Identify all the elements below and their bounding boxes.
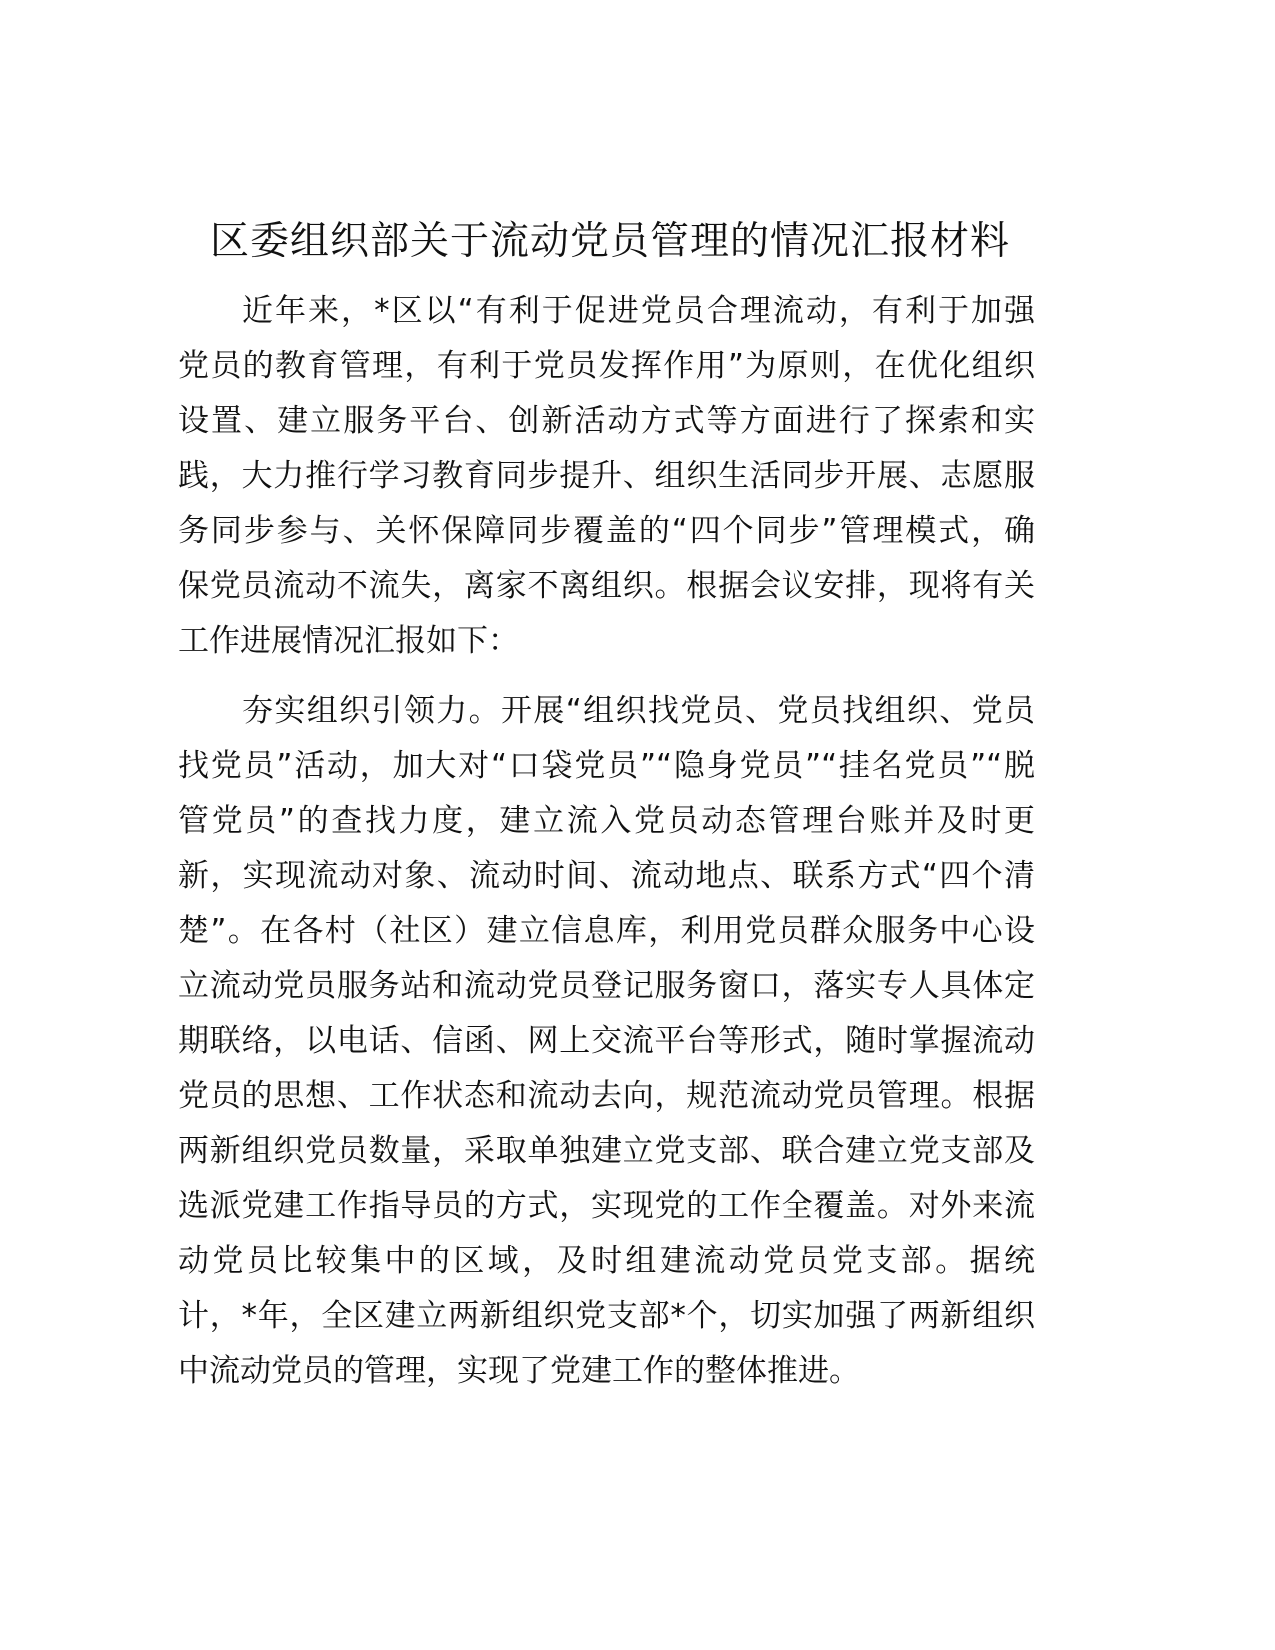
text-line: 选派党建工作指导员的方式，实现党的工作全覆盖。对外来流 <box>178 1188 1035 1224</box>
text-line: 管党员”的查找力度，建立流入党员动态管理台账并及时更 <box>178 803 1035 839</box>
text-line: 找党员”活动，加大对“口袋党员”“隐身党员”“挂名党员”“脱 <box>178 748 1035 784</box>
text-line: 立流动党员服务站和流动党员登记服务窗口，落实专人具体定 <box>178 968 1035 1004</box>
text-line: 中流动党员的管理，实现了党建工作的整体推进。 <box>178 1353 860 1389</box>
text-line: 动党员比较集中的区域，及时组建流动党员党支部。据统 <box>178 1243 1035 1279</box>
text-line: 设置、建立服务平台、创新活动方式等方面进行了探索和实 <box>178 403 1035 439</box>
document-title: 区委组织部关于流动党员管理的情况汇报材料 <box>209 219 1010 264</box>
text-line: 新，实现流动对象、流动时间、流动地点、联系方式“四个清 <box>178 858 1035 894</box>
text-line: 计，*年，全区建立两新组织党支部*个，切实加强了两新组织 <box>178 1298 1035 1334</box>
text-line: 保党员流动不流失，离家不离组织。根据会议安排，现将有关 <box>178 568 1035 604</box>
text-line: 务同步参与、关怀保障同步覆盖的“四个同步”管理模式，确 <box>178 513 1035 549</box>
text-line: 两新组织党员数量，采取单独建立党支部、联合建立党支部及 <box>178 1133 1035 1169</box>
text-line: 践，大力推行学习教育同步提升、组织生活同步开展、志愿服 <box>178 458 1035 494</box>
text-line: 夯实组织引领力。开展“组织找党员、党员找组织、党员 <box>242 693 1035 729</box>
text-line: 近年来，*区以“有利于促进党员合理流动，有利于加强 <box>242 293 1035 329</box>
text-line: 党员的思想、工作状态和流动去向，规范流动党员管理。根据 <box>178 1078 1035 1114</box>
document-body <box>178 284 1035 1414</box>
text-line: 楚”。在各村（社区）建立信息库，利用党员群众服务中心设 <box>178 913 1035 949</box>
paragraph-organization <box>178 684 1035 1399</box>
text-line: 期联络，以电话、信函、网上交流平台等形式，随时掌握流动 <box>178 1023 1035 1059</box>
text-line: 党员的教育管理，有利于党员发挥作用”为原则，在优化组织 <box>178 348 1035 384</box>
text-line: 工作进展情况汇报如下： <box>178 623 519 659</box>
paragraph-intro <box>178 284 1035 669</box>
